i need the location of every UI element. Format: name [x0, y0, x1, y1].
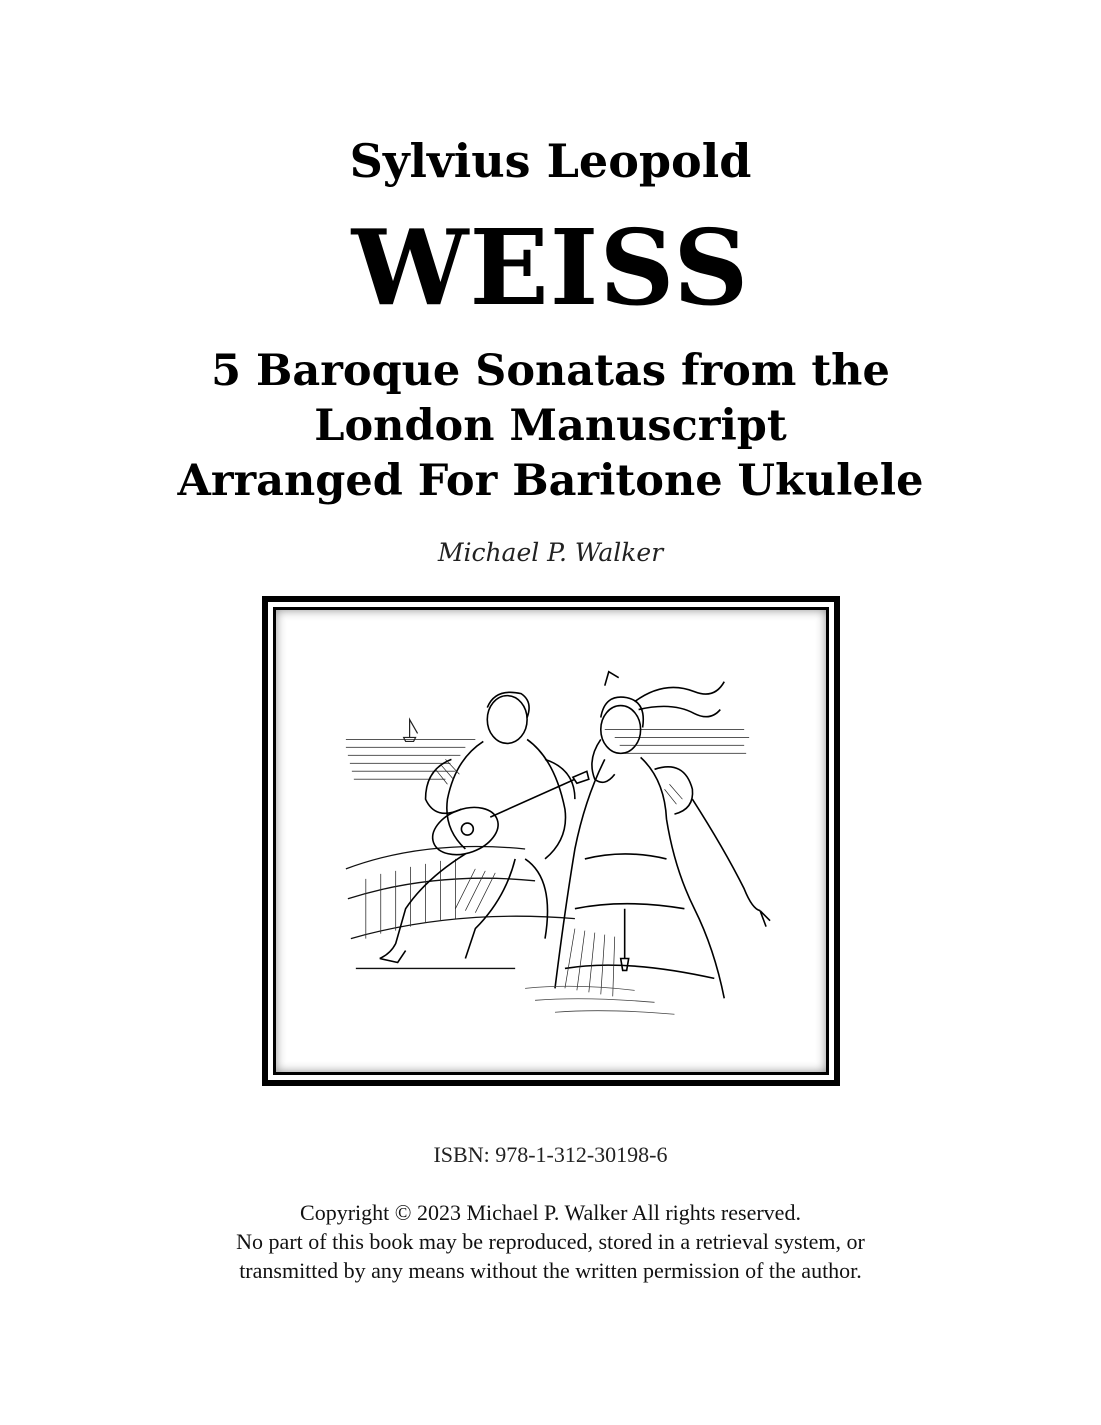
illustration-frame [262, 596, 840, 1086]
copyright-line: No part of this book may be reproduced, stored in a retrieval system, or [236, 1229, 865, 1254]
subtitle-line: London Manuscript [314, 401, 787, 451]
engraving-icon [276, 610, 826, 1072]
subtitle-line: Arranged For Baritone Ukulele [177, 456, 924, 506]
copyright-line: Copyright © 2023 Michael P. Walker All rights reserved. [300, 1200, 801, 1225]
composer-last-name: WEISS [351, 206, 750, 329]
composer-first-name: Sylvius Leopold [349, 134, 752, 188]
subtitle-line: 5 Baroque Sonatas from the [211, 346, 890, 396]
isbn-number: ISBN: 978-1-312-30198-6 [433, 1142, 668, 1167]
copyright-notice [0, 1198, 1101, 1285]
author-name: Michael P. Walker [437, 538, 664, 567]
illustration-inner-frame [273, 607, 829, 1075]
book-subtitle [0, 344, 1101, 509]
copyright-line: transmitted by any means without the written permission of the author. [239, 1258, 862, 1283]
